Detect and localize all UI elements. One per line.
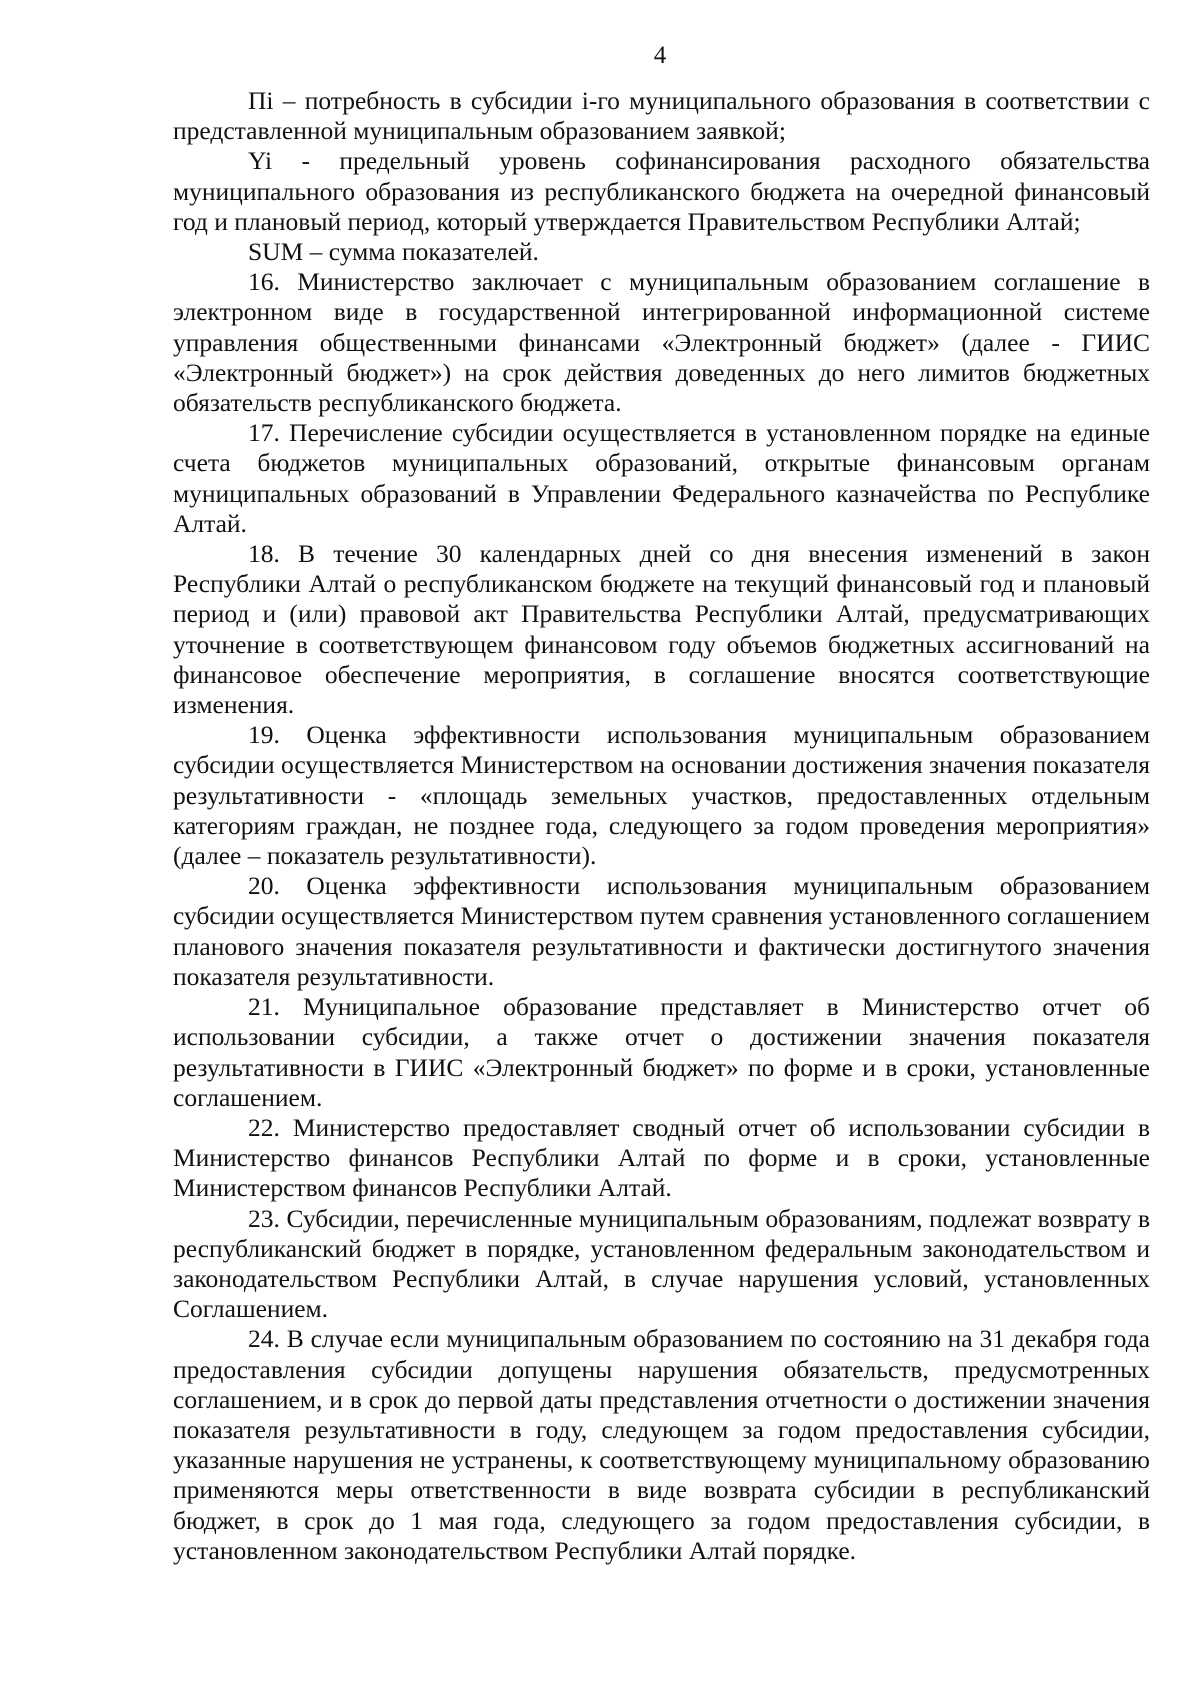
clause-19: 19. Оценка эффективности использования муниципальным образованием субсидии осуществляется Министерством на основании достижения значения показателя результативности - «площадь земельных участков, предоставленных отдельным категориям граждан, не позднее года, следующего за годом проведения мероприятия» (далее – показатель результативности).	[173, 720, 1150, 871]
definition-sum: SUM – сумма показателей.	[248, 237, 539, 267]
clause-18: 18. В течение 30 календарных дней со дня внесения изменений в закон Республики Алтай о республиканском бюджете на текущий финансовый год и плановый период и (или) правовой акт Правительства Республики Алтай, предусматривающих уточнение в соответствующем финансовом году объемов бюджетных ассигнований на финансовое обеспечение мероприятия, в соглашение вносятся соответствующие изменения.	[173, 539, 1150, 720]
definition-pi: Пi – потребность в субсидии i-го муниципального образования в соответствии с представленной муниципальным образованием заявкой;	[173, 86, 1150, 146]
definition-yi: Yi - предельный уровень софинансирования расходного обязательства муниципального образования из республиканского бюджета на очередной финансовый год и плановый период, который утверждается Правительством Республики Алтай;	[173, 146, 1150, 236]
clause-23: 23. Субсидии, перечисленные муниципальным образованиям, подлежат возврату в республиканский бюджет в порядке, установленном федеральным законодательством и законодательством Республики Алтай, в случае нарушения условий, установленных Соглашением.	[173, 1203, 1150, 1324]
clause-16: 16. Министерство заключает с муниципальным образованием соглашение в электронном виде в государственной интегрированной информационной системе управления общественными финансами «Электронный бюджет» (далее - ГИИС «Электронный бюджет») на срок действия доведенных до него лимитов бюджетных обязательств республиканского бюджета.	[173, 267, 1150, 418]
page-number: 4	[653, 42, 667, 69]
clause-17: 17. Перечисление субсидии осуществляется в установленном порядке на единые счета бюджетов муниципальных образований, открытые финансовым органам муниципальных образований в Управлении Федерального казначейства по Республике Алтай.	[173, 418, 1150, 538]
clause-22: 22. Министерство предоставляет сводный отчет об использовании субсидии в Министерство финансов Республики Алтай по форме и в сроки, установленные Министерством финансов Республики Алтай.	[173, 1112, 1150, 1203]
document-body	[173, 86, 1150, 1566]
clause-20: 20. Оценка эффективности использования муниципальным образованием субсидии осуществляется Министерством путем сравнения установленного соглашением планового значения показателя результативности и фактически достигнутого значения показателя результативности.	[173, 871, 1150, 991]
clause-24: 24. В случае если муниципальным образованием по состоянию на 31 декабря года предоставления субсидии допущены нарушения обязательств, предусмотренных соглашением, и в срок до первой даты представления отчетности о достижении значения показателя результативности в году, следующем за годом предоставления субсидии, указанные нарушения не устранены, к соответствующему муниципальному образованию применяются меры ответственности в виде возврата субсидии в республиканский бюджет, в срок до 1 мая года, следующего за годом предоставления субсидии, в установленном законодательством Республики Алтай порядке.	[173, 1324, 1150, 1565]
clause-21: 21. Муниципальное образование представляет в Министерство отчет об использовании субсидии, а также отчет о достижении значения показателя результативности в ГИИС «Электронный бюджет» по форме и в сроки, установленные соглашением.	[173, 992, 1150, 1112]
